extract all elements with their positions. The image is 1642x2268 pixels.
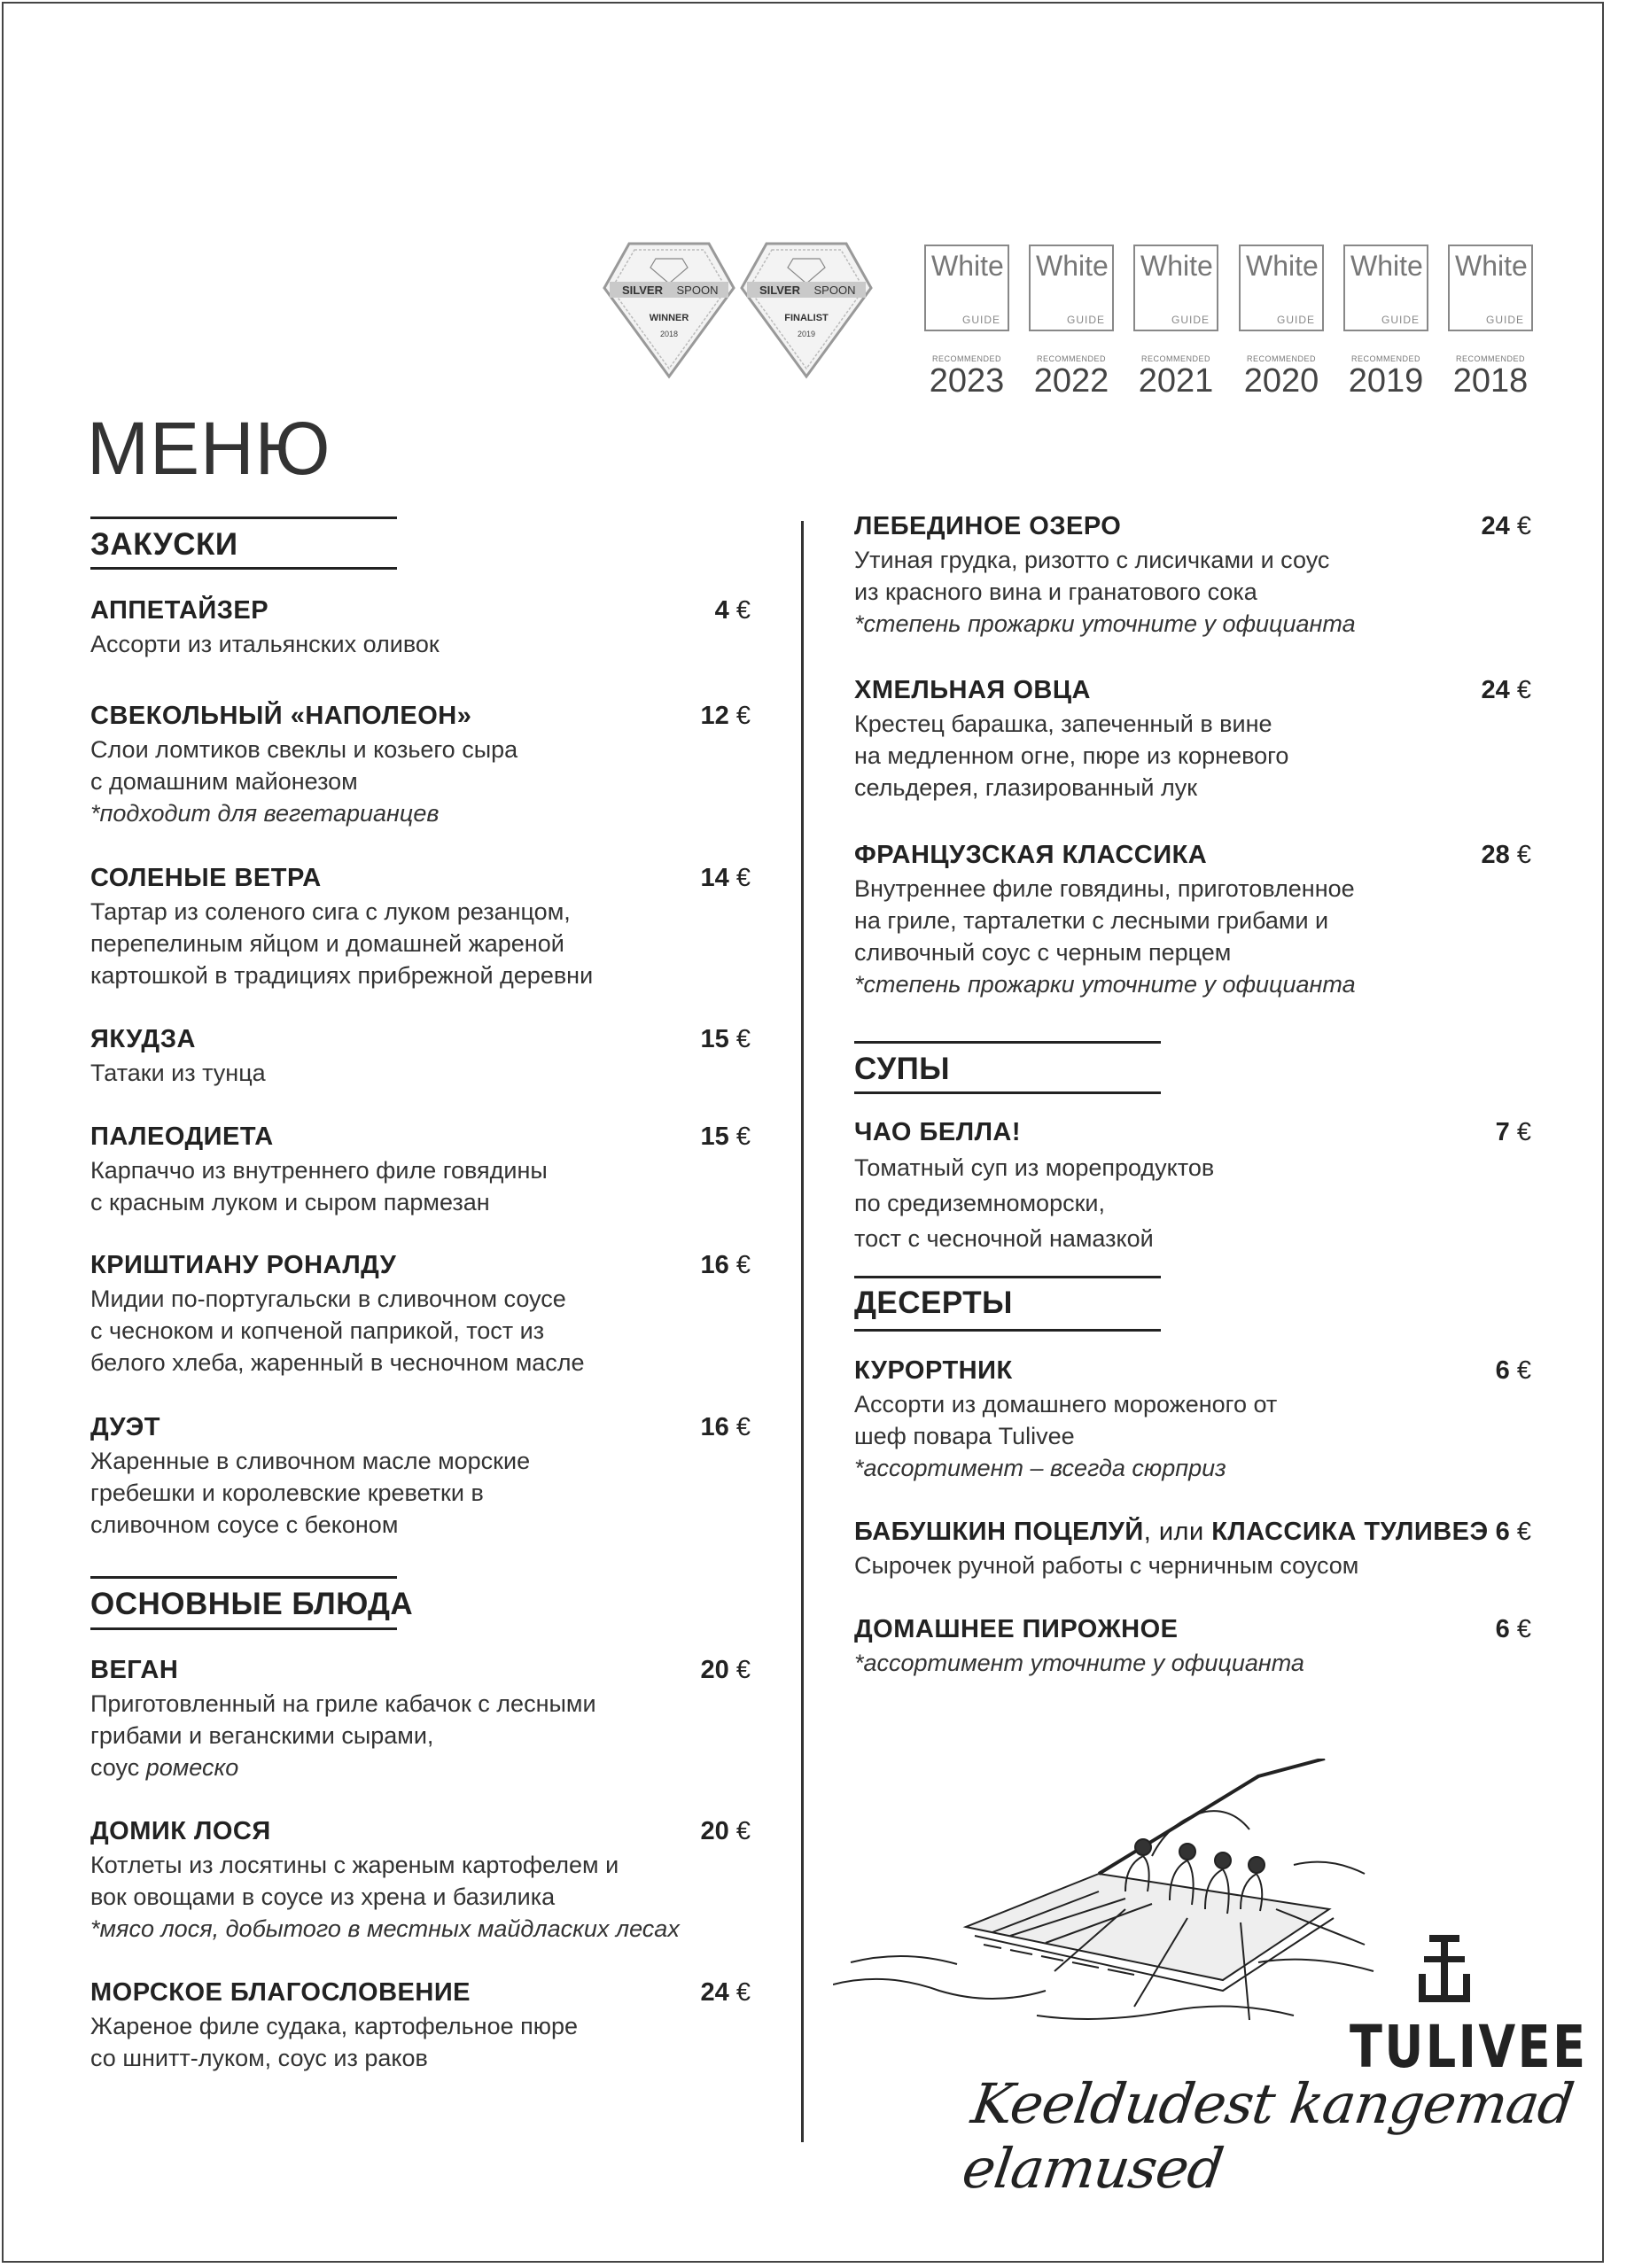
white-guide-badge-2023 [924, 245, 1009, 399]
menu-item [90, 698, 751, 829]
item-price: 16 € [700, 1413, 751, 1441]
item-price: 20 € [700, 1817, 751, 1845]
item-price: 28 € [1481, 841, 1531, 869]
item-name: ЧАО БЕЛЛА! [854, 1118, 1022, 1146]
guide-recommended-label: RECOMMENDED [1455, 354, 1525, 363]
item-price: 15 € [700, 1122, 751, 1151]
item-name: ДУЭТ [90, 1413, 161, 1441]
item-description: соус ромеско [90, 1754, 239, 1781]
item-description: Жареное филе судака, картофельное пюре [90, 2013, 579, 2039]
item-description: вок овощами в соусе из хрена и базилика [90, 1884, 556, 1910]
menu-item [854, 1514, 1531, 1581]
item-description: грибами и веганскими сырами, [90, 1722, 434, 1749]
section-rule-bottom [854, 1329, 1161, 1332]
silver-spoon-badge-finalist [740, 239, 873, 381]
item-name: СОЛЕНЫЕ ВЕТРА [90, 864, 322, 892]
item-price: 14 € [700, 864, 751, 892]
item-description: Сырочек ручной работы с черничным соусом [854, 1552, 1359, 1579]
tulivee-logo-icon [1413, 1931, 1475, 2011]
section-title-desserts: ДЕСЕРТЫ [854, 1285, 1013, 1320]
svg-text:2019: 2019 [797, 330, 816, 338]
item-price: 6 € [1495, 1518, 1531, 1546]
white-guide-logo: White GUIDE [1343, 245, 1428, 331]
item-price: 15 € [700, 1025, 751, 1053]
section-title-appetizers: ЗАКУСКИ [90, 527, 238, 562]
item-description: тост с чесночной намазкой [854, 1225, 1154, 1252]
item-description: Утиная грудка, ризотто с лисичками и соус [854, 547, 1330, 573]
guide-year: 2022 [1033, 362, 1109, 400]
item-name: ПАЛЕОДИЕТА [90, 1122, 274, 1151]
item-description: сливочный соус с черным перцем [854, 939, 1232, 966]
silver-spoon-badge-winner [603, 239, 735, 381]
section-rule-bottom [854, 1091, 1161, 1094]
item-description: сливочном соусе с беконом [90, 1511, 399, 1538]
item-description: Ассорти из итальянских оливок [90, 631, 440, 657]
item-description: по средиземноморски, [854, 1190, 1105, 1216]
item-description: Мидии по-португальски в сливочном соусе [90, 1285, 566, 1312]
svg-text:SILVER: SILVER [622, 284, 663, 297]
item-name: ФРАНЦУЗСКАЯ КЛАССИКА [854, 841, 1208, 869]
section-rule-top [90, 1576, 397, 1579]
item-name: ХМЕЛЬНАЯ ОВЦА [854, 676, 1091, 704]
white-guide-badge-2021 [1133, 245, 1218, 399]
item-description: Карпаччо из внутреннего филе говядины [90, 1157, 548, 1184]
white-guide-badge-2020 [1239, 245, 1324, 399]
menu-item [90, 1652, 751, 1783]
brand-name: TULIVEE [1350, 2013, 1588, 2081]
item-name: ДОМАШНЕЕ ПИРОЖНОЕ [854, 1615, 1179, 1643]
item-description: Слои ломтиков свеклы и козьего сыра [90, 736, 518, 763]
menu-item [90, 1247, 751, 1379]
item-description: перепелиным яйцом и домашней жареной [90, 930, 564, 957]
menu-item [90, 860, 751, 991]
item-description: Ассорти из домашнего мороженого от [854, 1391, 1278, 1418]
item-description: с чесноком и копченой паприкой, тост из [90, 1317, 545, 1344]
white-guide-logo: White GUIDE [1029, 245, 1114, 331]
item-note: *ассортимент уточните у официанта [854, 1650, 1304, 1676]
white-guide-badge-2018 [1448, 245, 1533, 399]
silver-spoon-finalist-emblem [740, 239, 873, 381]
menu-item [90, 1814, 751, 1945]
section-rule-top [90, 517, 397, 519]
guide-year: 2018 [1452, 362, 1529, 400]
item-description: Внутреннее филе говядины, приготовленное [854, 875, 1355, 902]
item-description: со шнитт-луком, соус из раков [90, 2045, 428, 2071]
item-note: *степень прожарки уточните у официанта [854, 971, 1356, 998]
item-description: белого хлеба, жаренный в чесночном масле [90, 1349, 585, 1376]
item-name: БАБУШКИН ПОЦЕЛУЙ, или КЛАССИКА ТУЛИВЕЭ [854, 1518, 1489, 1546]
item-note: *подходит для вегетарианцев [90, 800, 440, 827]
item-price: 6 € [1495, 1615, 1531, 1643]
menu-item [854, 509, 1531, 640]
svg-text:SILVER: SILVER [759, 284, 800, 297]
item-description: на медленном огне, пюре из корневого [854, 742, 1289, 769]
item-description: с красным луком и сыром пармезан [90, 1189, 490, 1216]
section-title-mains: ОСНОВНЫЕ БЛЮДА [90, 1587, 414, 1621]
white-guide-logo: White GUIDE [1239, 245, 1324, 331]
white-guide-logo: White GUIDE [1133, 245, 1218, 331]
svg-text:SPOON: SPOON [676, 284, 719, 297]
menu-item [90, 1410, 751, 1541]
section-rule-top [854, 1276, 1161, 1278]
svg-text:WINNER: WINNER [649, 313, 689, 323]
guide-recommended-label: RECOMMENDED [1246, 354, 1316, 363]
guide-year: 2023 [929, 362, 1005, 400]
item-description: Томатный суп из морепродуктов [854, 1154, 1215, 1181]
section-rule-bottom [90, 567, 397, 570]
svg-text:FINALIST: FINALIST [784, 313, 829, 323]
guide-recommended-label: RECOMMENDED [1350, 354, 1420, 363]
item-name: ВЕГАН [90, 1656, 179, 1684]
item-name: КУРОРТНИК [854, 1356, 1013, 1385]
guide-year: 2019 [1348, 362, 1424, 400]
item-description: из красного вина и гранатового сока [854, 579, 1257, 605]
item-name: АППЕТАЙЗЕР [90, 596, 269, 625]
item-name: МОРСКОЕ БЛАГОСЛОВЕНИЕ [90, 1978, 471, 2007]
item-note: *ассортимент – всегда сюрприз [854, 1455, 1226, 1481]
item-name: СВЕКОЛЬНЫЙ «НАПОЛЕОН» [90, 702, 472, 730]
item-price: 16 € [700, 1251, 751, 1279]
item-name: КРИШТИАНУ РОНАЛДУ [90, 1251, 397, 1279]
item-description: Жаренные в сливочном масле морские [90, 1448, 531, 1474]
item-description: на гриле, тарталетки с лесными грибами и [854, 907, 1329, 934]
item-price: 12 € [700, 702, 751, 730]
item-price: 6 € [1495, 1356, 1531, 1385]
item-name: ЯКУДЗА [90, 1025, 196, 1053]
guide-year: 2021 [1138, 362, 1214, 400]
item-description: Крестец барашка, запеченный в вине [854, 711, 1272, 737]
menu-item [90, 593, 751, 660]
item-name: ДОМИК ЛОСЯ [90, 1817, 271, 1845]
item-description: Тартар из соленого сига с луком резанцом, [90, 898, 571, 925]
item-price: 20 € [700, 1656, 751, 1684]
item-description: Котлеты из лосятины с жареным картофелем и [90, 1852, 619, 1878]
guide-recommended-label: RECOMMENDED [1036, 354, 1106, 363]
menu-item [854, 1115, 1531, 1256]
menu-item [90, 1119, 751, 1218]
menu-item [90, 1975, 751, 2074]
column-divider [801, 521, 804, 2142]
item-name: ЛЕБЕДИНОЕ ОЗЕРО [854, 512, 1122, 540]
white-guide-badge-2022 [1029, 245, 1114, 399]
menu-title: МЕНЮ [87, 407, 331, 490]
item-price: 24 € [1481, 512, 1531, 540]
item-price: 7 € [1495, 1118, 1531, 1146]
silver-spoon-winner-emblem [603, 239, 735, 381]
item-note: *мясо лося, добытого в местных майдласких лесах [90, 1915, 680, 1942]
menu-item [854, 1353, 1531, 1484]
menu-item [90, 1021, 751, 1089]
svg-text:SPOON: SPOON [813, 284, 856, 297]
item-description: шеф повара Tulivee [854, 1423, 1075, 1449]
white-guide-logo: White GUIDE [924, 245, 1009, 331]
item-description: картошкой в традициях прибрежной деревни [90, 962, 594, 989]
svg-text:2018: 2018 [659, 330, 679, 338]
section-title-soups: СУПЫ [854, 1052, 951, 1086]
item-description: гребешки и королевские креветки в [90, 1480, 484, 1506]
section-rule-bottom [90, 1627, 397, 1630]
item-description: Татаки из тунца [90, 1060, 266, 1086]
guide-year: 2020 [1243, 362, 1319, 400]
brand-slogan: Keeldudest kangemad elamused [958, 2071, 1577, 2201]
menu-item [854, 837, 1531, 1000]
guide-recommended-label: RECOMMENDED [931, 354, 1001, 363]
item-note: *степень прожарки уточните у официанта [854, 610, 1356, 637]
item-description: сельдерея, глазированный лук [854, 774, 1198, 801]
item-price: 4 € [714, 596, 751, 625]
white-guide-logo: White GUIDE [1448, 245, 1533, 331]
menu-item [854, 672, 1531, 804]
white-guide-badge-2019 [1343, 245, 1428, 399]
menu-item [854, 1612, 1531, 1679]
item-price: 24 € [700, 1978, 751, 2007]
section-rule-top [854, 1041, 1161, 1044]
item-description: Приготовленный на гриле кабачок с лесными [90, 1690, 596, 1717]
rowing-boat-illustration [833, 1759, 1382, 2033]
item-price: 24 € [1481, 676, 1531, 704]
item-description: с домашним майонезом [90, 768, 358, 795]
guide-recommended-label: RECOMMENDED [1140, 354, 1210, 363]
